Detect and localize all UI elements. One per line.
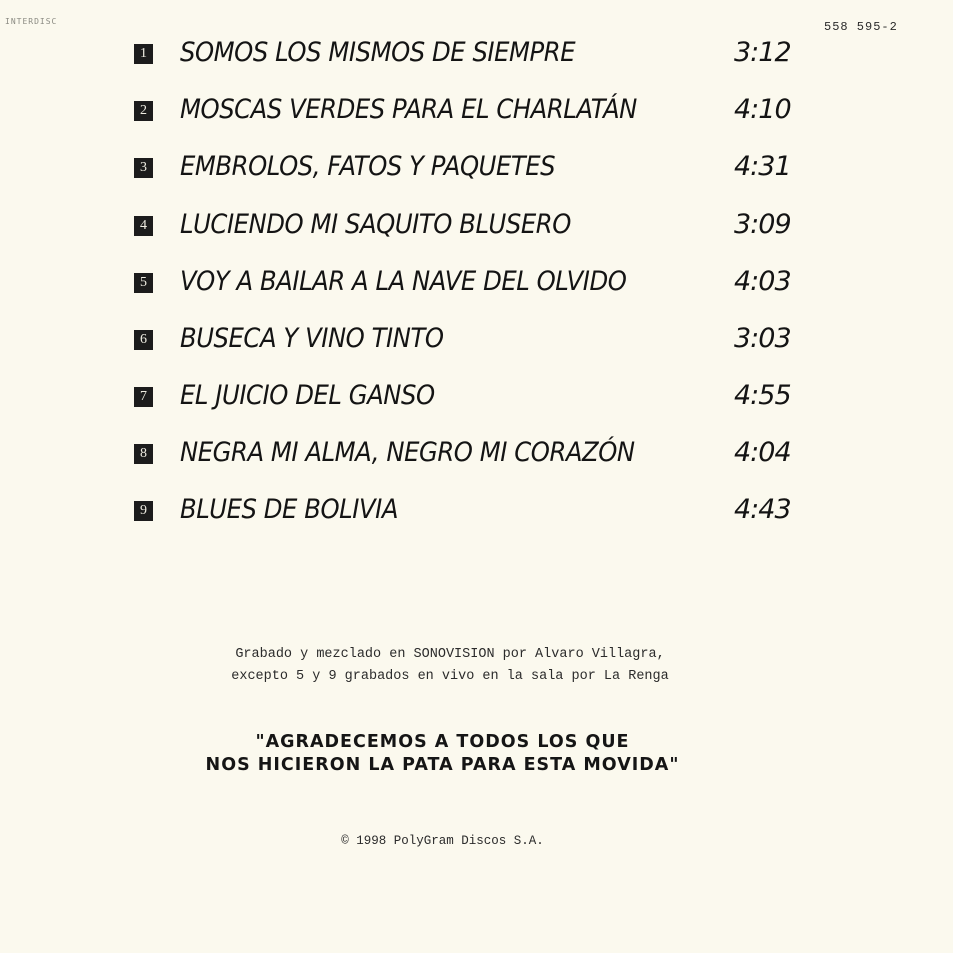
track-duration: 4:04: [734, 437, 791, 468]
track-duration: 3:12: [734, 37, 791, 68]
track-row: [0, 206, 953, 246]
track-title: SOMOS LOS MISMOS DE SIEMPRE: [180, 37, 576, 68]
track-number-badge: 1: [134, 44, 153, 64]
track-duration: 4:31: [734, 151, 791, 182]
track-title: BLUES DE BOLIVIA: [180, 494, 399, 525]
track-title: VOY A BAILAR A LA NAVE DEL OLVIDO: [180, 266, 627, 297]
track-row: [0, 320, 953, 360]
track-row: [0, 491, 953, 531]
credits-line: Grabado y mezclado en SONOVISION por Alvaro Villagra,: [235, 647, 665, 662]
credits-line: excepto 5 y 9 grabados en vivo en la sala por La Renga: [231, 669, 669, 684]
track-row: [0, 148, 953, 188]
thanks-line: "AGRADECEMOS A TODOS LOS QUE: [255, 732, 630, 752]
track-number-badge: 3: [134, 158, 153, 178]
track-title: BUSECA Y VINO TINTO: [180, 323, 444, 354]
track-duration: 4:55: [734, 380, 791, 411]
track-duration: 4:10: [734, 94, 791, 125]
thanks-line: NOS HICIERON LA PATA PARA ESTA MOVIDA": [205, 755, 680, 775]
copyright-notice: © 1998 PolyGram Discos S.A.: [341, 834, 544, 848]
track-title: EL JUICIO DEL GANSO: [180, 380, 435, 411]
track-row: [0, 263, 953, 303]
track-number-badge: 7: [134, 387, 153, 407]
track-number-badge: 4: [134, 216, 153, 236]
track-duration: 4:03: [734, 266, 791, 297]
track-title: EMBROLOS, FATOS Y PAQUETES: [180, 151, 556, 182]
track-title: MOSCAS VERDES PARA EL CHARLATÁN: [180, 94, 637, 125]
track-duration: 3:03: [734, 323, 791, 354]
track-number-badge: 8: [134, 444, 153, 464]
track-duration: 4:43: [734, 494, 791, 525]
track-row: [0, 91, 953, 131]
track-row: [0, 34, 953, 74]
track-duration: 3:09: [734, 209, 791, 240]
track-number-badge: 2: [134, 101, 153, 121]
track-row: [0, 434, 953, 474]
track-number-badge: 6: [134, 330, 153, 350]
track-row: [0, 377, 953, 417]
track-number-badge: 5: [134, 273, 153, 293]
track-number-badge: 9: [134, 501, 153, 521]
recording-credits: [0, 644, 900, 688]
track-title: NEGRA MI ALMA, NEGRO MI CORAZÓN: [180, 437, 635, 468]
record-label-mark: INTERDISC: [5, 17, 58, 26]
thanks-quote: [0, 731, 885, 777]
track-title: LUCIENDO MI SAQUITO BLUSERO: [180, 209, 571, 240]
catalog-number: 558 595-2: [824, 20, 898, 34]
